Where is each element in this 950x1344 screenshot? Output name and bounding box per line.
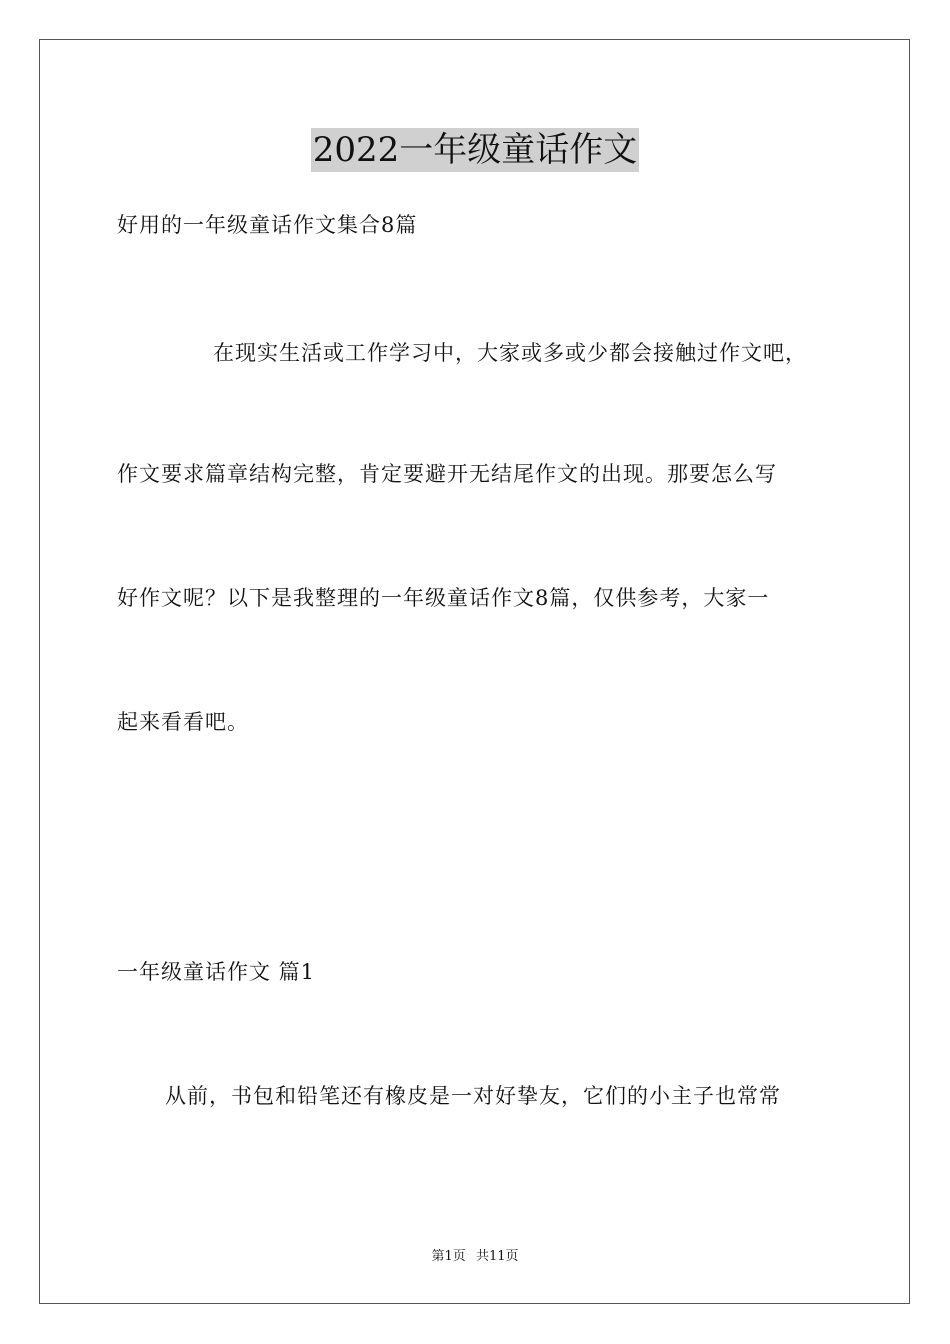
- section-paragraph-line-1: 从前，书包和铅笔还有橡皮是一对好挚友，它们的小主子也常常: [165, 1084, 781, 1108]
- intro-line-3: 好作文呢？以下是我整理的一年级童话作文8篇，仅供参考，大家一: [117, 586, 770, 610]
- intro-line-1: 在现实生活或工作学习中，大家或多或少都会接触过作文吧，: [213, 341, 807, 365]
- section-heading: 一年级童话作文 篇1: [117, 960, 316, 984]
- intro-line-2: 作文要求篇章结构完整，肯定要避开无结尾作文的出现。那要怎么写: [117, 462, 777, 486]
- page-total: 共11页: [475, 1249, 519, 1264]
- document-subtitle: 好用的一年级童话作文集合8篇: [117, 213, 418, 237]
- document-title: 2022一年级童话作文: [312, 130, 638, 170]
- intro-line-4: 起来看看吧。: [117, 710, 249, 734]
- document-title-block: [0, 128, 950, 172]
- page-number: 第1页: [431, 1249, 466, 1264]
- page-footer: [0, 1248, 950, 1266]
